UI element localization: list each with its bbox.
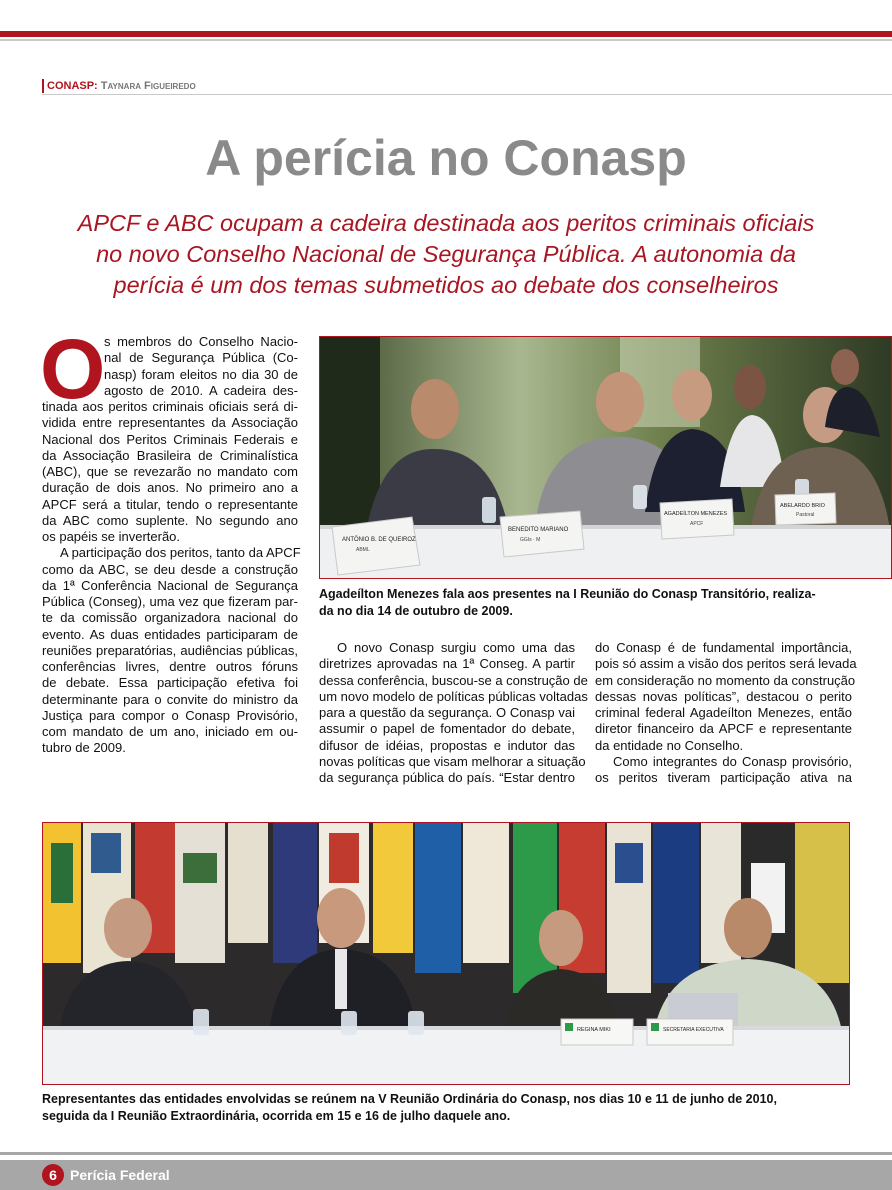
section-divider — [42, 94, 892, 95]
text-line: conferências livres, dentre outros fóruns — [42, 659, 298, 674]
text-line: com mandato de um ano, iniciado em ou- — [42, 724, 298, 739]
text-line: tubro de 2009. — [42, 740, 126, 756]
text-line: da segurança pública do país. “Estar dentro — [319, 770, 575, 785]
nameplate-text: AGADEÍLTON MENEZES — [664, 511, 728, 517]
footer-rule — [0, 1152, 892, 1155]
meeting-photo-1 — [319, 336, 892, 579]
text-line: da entidade no Conselho. — [595, 737, 744, 753]
text-line: da Associação Brasileira de Criminalística — [42, 447, 298, 463]
deck-line: APCF e ABC ocupam a cadeira destinada aos peritos criminais oficiais — [77, 210, 815, 236]
text-line: diretor financeiro da APCF e representante — [595, 721, 852, 737]
text-line: agosto de 2010. A cadeira des- — [104, 382, 298, 398]
text-line: O novo Conasp surgiu como uma das — [337, 640, 575, 655]
nameplate-text: REGINA MIKI — [577, 1027, 611, 1033]
text-line: te da comissão organizadora nacional do — [42, 610, 298, 626]
nameplate-org: Pastoral — [796, 512, 815, 518]
body-column-1 — [40, 322, 301, 757]
text-line: APCF será a titular, tendo o representante — [42, 496, 298, 512]
section-name: CONASP: — [47, 80, 98, 92]
text-line: Pública (Conseg), uma vez que fizeram par- — [42, 594, 298, 609]
nameplate-org: GGIs · M — [520, 537, 541, 543]
text-line: reuniões preparatórias, audiências públicas, — [42, 642, 298, 658]
text-line: evento. As duas entidades participaram de — [42, 626, 298, 642]
top-red-rule — [0, 31, 892, 37]
text-line: em consideração no momento da construção — [595, 672, 856, 688]
text-line: nal de Segurança Pública (Co- — [104, 350, 298, 366]
text-line: vidida entre representantes da Associação — [42, 415, 298, 431]
text-line: pois só assim a visão dos peritos será levada — [595, 656, 857, 672]
deck-line: no novo Conselho Nacional de Segurança Pública. A autonomia da — [96, 241, 796, 267]
text-line: Nacional dos Peritos Criminais Federais e — [42, 431, 298, 447]
page-number: 6 — [42, 1164, 64, 1186]
text-line: os peritos tiveram participação ativa na — [595, 770, 852, 785]
meeting-photo-1-illustration — [320, 337, 891, 578]
caption-line: Agadeílton Menezes fala aos presentes na I Reunião do Conasp Transitório, realiza- — [319, 587, 816, 601]
top-gray-rule — [0, 39, 892, 41]
meeting-photo-2 — [42, 822, 850, 1085]
text-line: os papéis se inverterão. — [42, 529, 181, 544]
drop-cap: O — [40, 322, 106, 416]
text-line: Justiça para compor o Conasp Provisório, — [42, 707, 298, 723]
text-line: A participação dos peritos, tanto da APCF — [60, 545, 301, 561]
body-column-3 — [595, 640, 857, 786]
author-name: Taynara Figueiredo — [100, 80, 196, 92]
article-deck — [40, 208, 852, 301]
photo-caption-1 — [319, 586, 854, 620]
text-line: da ABC como suplente. No segundo ano — [42, 512, 298, 528]
text-line: nasp) foram eleitos no dia 30 de — [104, 366, 298, 382]
publication-name: Perícia Federal — [70, 1167, 170, 1183]
text-line: assumir o papel de fomentador do debate, — [319, 721, 575, 737]
nameplate-text: ABELARDO BRIO — [780, 503, 825, 509]
nameplate-org: APCF — [690, 521, 704, 527]
section-tag — [42, 79, 196, 93]
nameplate-org: ABML — [356, 547, 370, 553]
text-line: novas políticas que visam melhorar a situação — [319, 753, 586, 769]
caption-line: da no dia 14 de outubro de 2009. — [319, 604, 513, 618]
text-line: do Conasp é de fundamental importância, — [595, 640, 852, 655]
caption-line: seguida da I Reunião Extraordinária, ocorrida em 15 e 16 de julho daquele ano. — [42, 1109, 511, 1123]
text-line: duração de dois anos. No primeiro ano a — [42, 480, 298, 496]
article-title: A perícia no Conasp — [205, 130, 687, 186]
photo-caption-2 — [42, 1091, 850, 1125]
text-line: dessa conferência, buscou-se a construção de — [319, 672, 588, 688]
text-line: dessas novas políticas”, destacou o perito — [595, 688, 852, 704]
deck-line: perícia é um dos temas submetidos ao debate dos conselheiros — [113, 272, 779, 298]
caption-line: Representantes das entidades envolvidas se reúnem na V Reunião Ordinária do Conasp, nos dias 10 e 11 de junho de 2010, — [42, 1092, 777, 1106]
nameplate-text: ANTÔNIO B. DE QUEIROZ — [342, 537, 416, 543]
text-line: para a questão da segurança. O Conasp vai — [319, 705, 575, 720]
text-line: da 1ª Conferência Nacional de Segurança — [42, 577, 298, 593]
text-line: de debate. Essa participação efetiva foi — [42, 675, 298, 691]
meeting-photo-2-illustration — [43, 823, 849, 1084]
nameplate-text: BENEDITO MARIANO — [508, 527, 569, 533]
text-line: difusor de idéias, propostas e indutor das — [319, 737, 575, 753]
text-line: como da ABC, se deu desde a construção — [42, 561, 298, 577]
text-line: um novo modelo de políticas públicas voltadas — [319, 688, 588, 704]
text-line: (ABC), que se revezarão no mandato com — [42, 464, 298, 479]
text-line: Como integrantes do Conasp provisório, — [613, 753, 852, 769]
text-line: criminal federal Agadeílton Menezes, então — [595, 705, 852, 720]
nameplate-text: SECRETARIA EXECUTIVA — [663, 1027, 724, 1033]
text-line: s membros do Conselho Nacio- — [104, 334, 298, 349]
text-line: determinante para o convite do ministro da — [42, 691, 298, 707]
body-column-2 — [319, 640, 588, 786]
text-line: diretrizes aprovadas na 1ª Conseg. A partir — [319, 656, 575, 672]
text-line: tinada aos peritos criminais oficiais será di- — [42, 399, 298, 414]
